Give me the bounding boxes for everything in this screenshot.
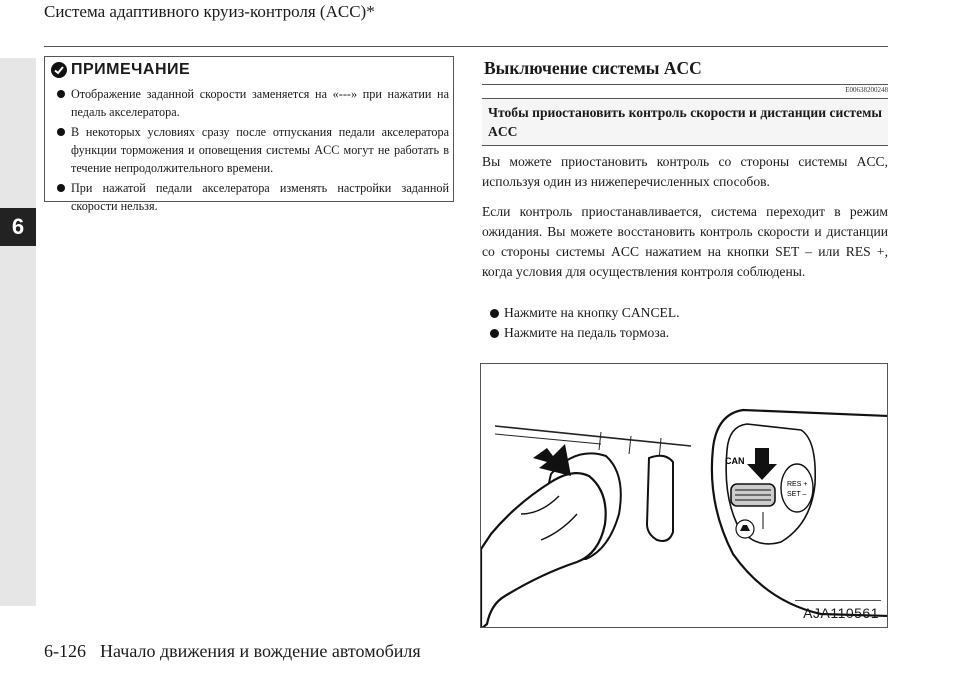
accelerator-pedal [647, 456, 673, 541]
paragraph: Если контроль приостанавливается, система переходит в режим ожидания. Вы можете восстановить контроль скорости и дистанции со стороны системы ACC нажатием на кнопки SET – или RES +, когда условия для осуществления контроля соблюдены. [482, 204, 888, 279]
drawing-stroke [55, 67, 63, 73]
section-title: Выключение системы ACC [484, 58, 702, 78]
chapter-side-tab [0, 58, 36, 606]
page-number: 6-126 [44, 641, 86, 661]
note-title: ПРИМЕЧАНИЕ [71, 61, 191, 78]
pedal-and-wheel-drawing [481, 364, 888, 628]
illustration-frame [480, 363, 888, 628]
pedal-arm [629, 436, 631, 454]
driver-shoe [481, 473, 606, 628]
page-footer [44, 641, 421, 662]
chapter-number: 6 [0, 208, 36, 246]
checkmark-icon [51, 62, 67, 78]
note-item: В некоторых условиях сразу после отпускания педали акселератора функции торможения и оповещения системы ACC могут не работать в течение непродолжительного времени. [55, 123, 449, 177]
pedal-arm [599, 432, 601, 450]
res-set-switch [781, 464, 813, 512]
illustration-code: AJA110561 [803, 605, 879, 621]
note-item: При нажатой педали акселератора изменять настройки заданной скорости нельзя. [55, 179, 449, 215]
subheading-box [482, 98, 888, 146]
paragraph: Вы можете приостановить контроль со стороны системы ACC, используя один из нижеперечисленных способов. [482, 154, 888, 189]
cancel-label: CAN [725, 456, 745, 466]
section-code: E00638200248 [845, 86, 888, 94]
res-label: RES + [787, 481, 808, 488]
note-list [55, 85, 449, 217]
subheading-text: Чтобы приостановить контроль скорости и дистанции системы ACC [488, 105, 882, 139]
press-arrow-icon [533, 444, 571, 476]
header-divider [44, 46, 888, 47]
note-item: Отображение заданной скорости заменяется на «---» при нажатии на педаль акселератора. [55, 85, 449, 121]
note-heading [51, 61, 190, 79]
method-item: Нажмите на педаль тормоза. [490, 323, 680, 343]
set-label: SET – [787, 491, 807, 498]
method-item: Нажмите на кнопку CANCEL. [490, 303, 680, 323]
method-list [490, 303, 680, 343]
section-divider [482, 84, 888, 85]
page-header-title: Система адаптивного круиз-контроля (ACC)* [44, 2, 375, 21]
note-box [44, 56, 454, 213]
illustration-code-rule [795, 600, 881, 601]
footer-chapter-title: Начало движения и вождение автомобиля [100, 641, 421, 661]
